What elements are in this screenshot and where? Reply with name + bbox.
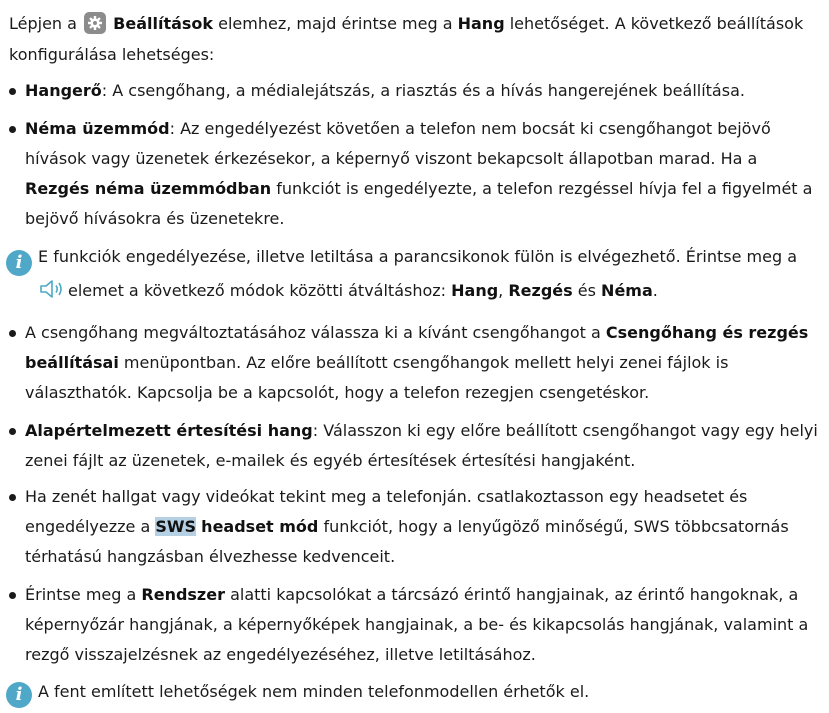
note-availability bbox=[38, 675, 823, 709]
sound-label: Hang bbox=[457, 14, 505, 33]
intro-text: Lépjen a bbox=[9, 14, 77, 33]
intro-text: lehetőséget. A következő beállítások konfigurálása lehetséges: bbox=[9, 14, 804, 64]
item-text: Érintse meg a bbox=[25, 585, 137, 604]
item-text: alatti kapcsolókat a tárcsázó érintő hangjainak, az érintő hangoknak, a képernyőzár hangjának, a képernyőképek hangjainak, a be- és kikapcsolás hangjának, valamint a rezgő visszajelzésnek az engedélyezéséhez, illetve letiltásához. bbox=[25, 585, 809, 664]
speaker-icon bbox=[38, 278, 68, 300]
separator: , bbox=[498, 281, 504, 300]
note-shortcuts bbox=[38, 240, 823, 308]
volume-label: Hangerő bbox=[25, 81, 102, 100]
intro-text: elemhez, majd érintse meg a bbox=[218, 14, 453, 33]
item-text: funkciót is engedélyezte, a telefon rezgéssel hívja fel a figyelmét a bejövő hívásokra és üzenetekre. bbox=[25, 179, 813, 228]
list-item-system bbox=[25, 580, 823, 670]
item-text: : A csengőhang, a médialejátszás, a riasztás és a hívás hangerejének beállítása. bbox=[101, 81, 745, 100]
note-text: elemet a következő módok közötti átváltáshoz: bbox=[68, 281, 447, 300]
item-text: menüpontban. Az előre beállított csengőhangok mellett helyi zenei fájlok is választhatók. Kapcsolja be a kapcsolót, hogy a telefon rezegjen csengetéskor. bbox=[25, 353, 729, 402]
list-item-sws bbox=[25, 482, 823, 572]
vibrate-in-silent-label: Rezgés néma üzemmódban bbox=[25, 179, 272, 198]
item-text: : Az engedélyezést követően a telefon nem bocsát ki csengőhangot bejövő hívások vagy üzenetek érkezésekor, a képernyő viszont bekapcsolt állapotban marad. Ha a bbox=[25, 119, 771, 168]
gear-icon bbox=[84, 12, 106, 34]
bullet bbox=[9, 330, 16, 337]
mode-sound: Hang bbox=[451, 281, 499, 300]
item-text: Ha zenét hallgat vagy videókat tekint meg a telefonján. csatlakoztasson egy headsetet és engedélyezze a bbox=[25, 487, 748, 536]
silent-mode-label: Néma üzemmód bbox=[25, 119, 170, 138]
bullet bbox=[9, 88, 16, 95]
bullet bbox=[9, 126, 16, 133]
separator: és bbox=[577, 281, 596, 300]
item-text: A csengőhang megváltoztatásához válassza ki a kívánt csengőhangot a bbox=[25, 323, 601, 342]
bullet bbox=[9, 592, 16, 599]
mode-vibrate: Rezgés bbox=[508, 281, 573, 300]
separator: . bbox=[652, 281, 658, 300]
notification-sound-label: Alapértelmezett értesítési hang bbox=[25, 421, 313, 440]
bullet bbox=[9, 494, 16, 501]
list-item-silent-mode bbox=[25, 114, 823, 234]
sws-highlight: SWS bbox=[155, 517, 197, 536]
info-icon: i bbox=[6, 250, 32, 276]
settings-label: Beállítások bbox=[113, 14, 214, 33]
item-text: : Válasszon ki egy előre beállított csengőhangot vagy egy helyi zenei fájlt az üzenetek, e-mailek és egyéb értesítések értesítési hangjaként. bbox=[25, 421, 818, 470]
list-item-ringtone bbox=[25, 318, 823, 408]
list-item-notification-sound bbox=[25, 416, 823, 476]
note-text: E funkciók engedélyezése, illetve letiltása a parancsikonok fülön is elvégezhető. Érintse meg a bbox=[38, 247, 798, 266]
info-icon: i bbox=[6, 682, 32, 708]
system-label: Rendszer bbox=[141, 585, 225, 604]
mode-silent: Néma bbox=[601, 281, 653, 300]
headset-mode-label: headset mód bbox=[201, 517, 319, 536]
ringtone-settings-label: Csengőhang és rezgés beállításai bbox=[25, 323, 809, 372]
bullet bbox=[9, 428, 16, 435]
intro-paragraph bbox=[9, 8, 824, 70]
item-text: funkciót, hogy a lenyűgöző minőségű, SWS többcsatornás térhatású hangzásban élvezhesse kedvenceit. bbox=[25, 517, 789, 566]
note-text: A fent említett lehetőségek nem minden telefonmodellen érhetők el. bbox=[38, 682, 590, 701]
list-item-volume bbox=[25, 76, 823, 106]
